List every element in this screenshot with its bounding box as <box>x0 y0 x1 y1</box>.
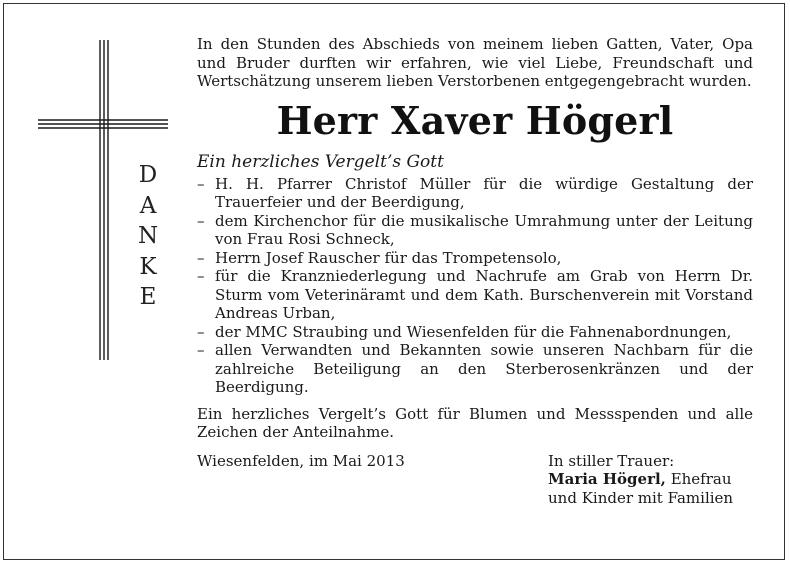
list-item <box>197 212 753 249</box>
danke-letter: N <box>137 223 159 249</box>
dash-marker: – <box>197 248 205 267</box>
list-item-text: H. H. Pfarrer Christof Müller für die würdige Gestaltung der Trauerfeier und der Beerdigung, <box>215 174 753 211</box>
list-item-text: Herrn Josef Rauscher für das Trompetensolo, <box>215 248 562 267</box>
mourning-label: In stiller Trauer: <box>548 451 675 470</box>
dash-marker: – <box>197 267 205 285</box>
danke-letter: D <box>138 162 158 188</box>
list-item <box>197 323 753 342</box>
list-item-text: der MMC Straubing und Wiesenfelden für die Fahnenabordnungen, <box>215 322 732 341</box>
widow-name: Maria Högerl, <box>548 470 666 488</box>
notice-content <box>197 35 753 507</box>
list-item-text: allen Verwandten und Bekannten sowie unseren Nachbarn für die zahlreiche Beteiligung an den Sterberosenkränzen und der Beerdigung. <box>215 341 753 396</box>
list-item <box>197 175 753 212</box>
closing-paragraph: Ein herzliches Vergelt’s Gott für Blumen und Messspenden und alle Zeichen der Anteilnahme. <box>197 404 753 441</box>
dash-marker: – <box>197 174 205 193</box>
danke-vertical <box>133 160 163 313</box>
place-date: Wiesenfelden, im Mai 2013 <box>197 451 405 470</box>
danke-letter: K <box>139 253 157 280</box>
widow-role: Ehefrau <box>670 470 732 488</box>
list-item-text: für die Kranzniederlegung und Nachrufe am Grab von Herrn Dr. Sturm vom Veterinäramt und dem Kath. Burschenverein mit Vorstand Andreas Urban, <box>215 267 753 322</box>
list-item <box>197 341 753 397</box>
family-line: und Kinder mit Familien <box>548 488 734 507</box>
danke-letter: A <box>139 192 157 219</box>
thanks-heading: Ein herzliches Vergelt’s Gott <box>197 151 444 172</box>
list-item <box>197 249 753 268</box>
widow-line <box>548 470 753 489</box>
danke-letter: E <box>139 284 157 310</box>
deceased-name: Herr Xaver Högerl <box>276 97 674 143</box>
thanks-list <box>197 175 753 397</box>
mourners-block <box>548 452 753 508</box>
list-item-text: dem Kirchenchor für die musikalische Umrahmung unter der Leitung von Frau Rosi Schneck, <box>215 211 753 248</box>
intro-paragraph: In den Stunden des Abschieds von meinem lieben Gatten, Vater, Opa und Bruder durften wir erfahren, wie viel Liebe, Freundschaft und Wertschätzung unserem lieben Verstorbenen entgegengebracht wurden. <box>197 35 753 90</box>
list-item <box>197 267 753 323</box>
dash-marker: – <box>197 322 205 341</box>
signature-row <box>197 452 753 508</box>
dash-marker: – <box>197 211 205 230</box>
dash-marker: – <box>197 341 205 359</box>
